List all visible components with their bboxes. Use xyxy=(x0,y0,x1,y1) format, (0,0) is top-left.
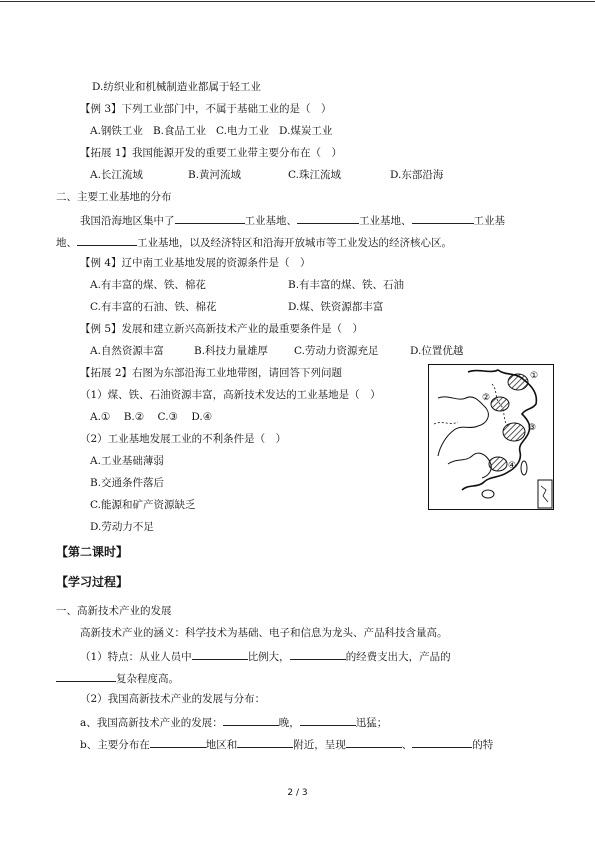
learning-process-heading: 【学习过程】 xyxy=(56,575,129,589)
option: A.工业基础薄弱 xyxy=(90,455,164,467)
map-label: ④ xyxy=(508,461,517,471)
previous-question-option-d: D.纺织业和机械制造业都属于轻工业 xyxy=(92,81,261,93)
eastern-coast-industrial-belt-map xyxy=(428,364,554,510)
development-line-b: b、主要分布在 地区和 附近，呈现 、 的特 xyxy=(80,736,493,752)
option: C.有丰富的石油、铁、棉花 xyxy=(90,301,217,313)
blank[interactable] xyxy=(346,736,402,748)
option: A.长江流域 xyxy=(90,169,143,181)
option: B.食品工业 xyxy=(152,125,206,137)
high-tech-meaning: 高新技术产业的涵义：科学技术为基础、电子和信息为龙头、产品科技含量高。 xyxy=(80,627,448,639)
blank[interactable] xyxy=(300,714,356,726)
development-title: （2）我国高新技术产业的发展与分布： xyxy=(80,693,266,705)
section-2-line-2: 地、 工业基地，以及经济特区和沿海开放城市等工业发达的经济核心区。 xyxy=(56,234,452,250)
blank[interactable] xyxy=(290,648,346,660)
extension-2-question-2: （2）工业基地发展工业的不利条件是（ ） xyxy=(80,433,287,445)
option: C.劳动力资源充足 xyxy=(294,345,379,357)
blank[interactable] xyxy=(56,670,116,682)
option: A.① xyxy=(90,411,111,423)
blank[interactable] xyxy=(77,234,137,246)
section-2-line-1: 我国沿海地区集中了 工业基地、 工业基地、 工业基 xyxy=(80,212,505,228)
page-number: 2 / 3 xyxy=(287,788,308,798)
option: C.③ xyxy=(157,411,178,423)
blank[interactable] xyxy=(412,212,474,224)
blank[interactable] xyxy=(223,714,279,726)
features-line-2: 复杂程度高。 xyxy=(56,670,179,686)
blank[interactable] xyxy=(175,212,245,224)
map-label: ① xyxy=(530,371,539,381)
option: C.电力工业 xyxy=(216,125,270,137)
option: B.有丰富的煤、铁、石油 xyxy=(288,279,405,291)
example-3-options xyxy=(90,124,332,138)
option: D.④ xyxy=(191,411,213,423)
option: D.煤炭工业 xyxy=(279,125,333,137)
lesson-2-heading: 【第二课时】 xyxy=(56,545,129,559)
option: D.煤、铁资源都丰富 xyxy=(288,301,384,313)
extension-2-q1-options xyxy=(90,410,212,424)
option: A.有丰富的煤、铁、棉花 xyxy=(90,279,206,291)
extension-1-stem: 【拓展 1】我国能源开发的重要工业带主要分布在（ ） xyxy=(80,147,343,159)
map-label: ② xyxy=(482,393,491,403)
option: A.钢铁工业 xyxy=(90,125,143,137)
example-3-stem: 【例 3】下列工业部门中，不属于基础工业的是（ ） xyxy=(80,103,332,115)
blank[interactable] xyxy=(192,648,248,660)
example-4-stem: 【例 4】辽中南工业基地发展的资源条件是（ ） xyxy=(80,257,311,269)
option: D.东部沿海 xyxy=(390,169,444,181)
option: C.珠江流域 xyxy=(288,169,341,181)
map-label: ③ xyxy=(528,423,537,433)
section-2-title: 二、主要工业基地的分布 xyxy=(56,191,172,203)
option: A.自然资源丰富 xyxy=(90,345,164,357)
features-line-1: （1）特点：从业人员中 比例大， 的经费支出大，产品的 xyxy=(80,648,451,664)
option: D.位置优越 xyxy=(410,345,464,357)
option: B.交通条件落后 xyxy=(90,477,165,489)
example-5-stem: 【例 5】发展和建立新兴高新技术产业的最重要条件是（ ） xyxy=(80,323,364,335)
development-line-a: a、我国高新技术产业的发展： 晚， 迅猛； xyxy=(80,714,387,730)
page-top-rule xyxy=(0,1,595,2)
option: B.黄河流域 xyxy=(188,169,242,181)
blank[interactable] xyxy=(237,736,293,748)
blank[interactable] xyxy=(297,212,359,224)
extension-2-stem: 【拓展 2】右图为东部沿海工业地带图，请回答下列问题 xyxy=(80,367,343,379)
blank[interactable] xyxy=(150,736,206,748)
option: B.科技力量雄厚 xyxy=(194,345,269,357)
extension-2-question-1: （1）煤、铁、石油资源丰富，高新技术发达的工业基地是（ ） xyxy=(80,389,381,401)
option: B.② xyxy=(123,411,145,423)
option: C.能源和矿产资源缺乏 xyxy=(90,499,196,511)
section-1-title: 一、高新技术产业的发展 xyxy=(56,605,172,617)
option: D.劳动力不足 xyxy=(90,521,154,533)
blank[interactable] xyxy=(412,736,472,748)
